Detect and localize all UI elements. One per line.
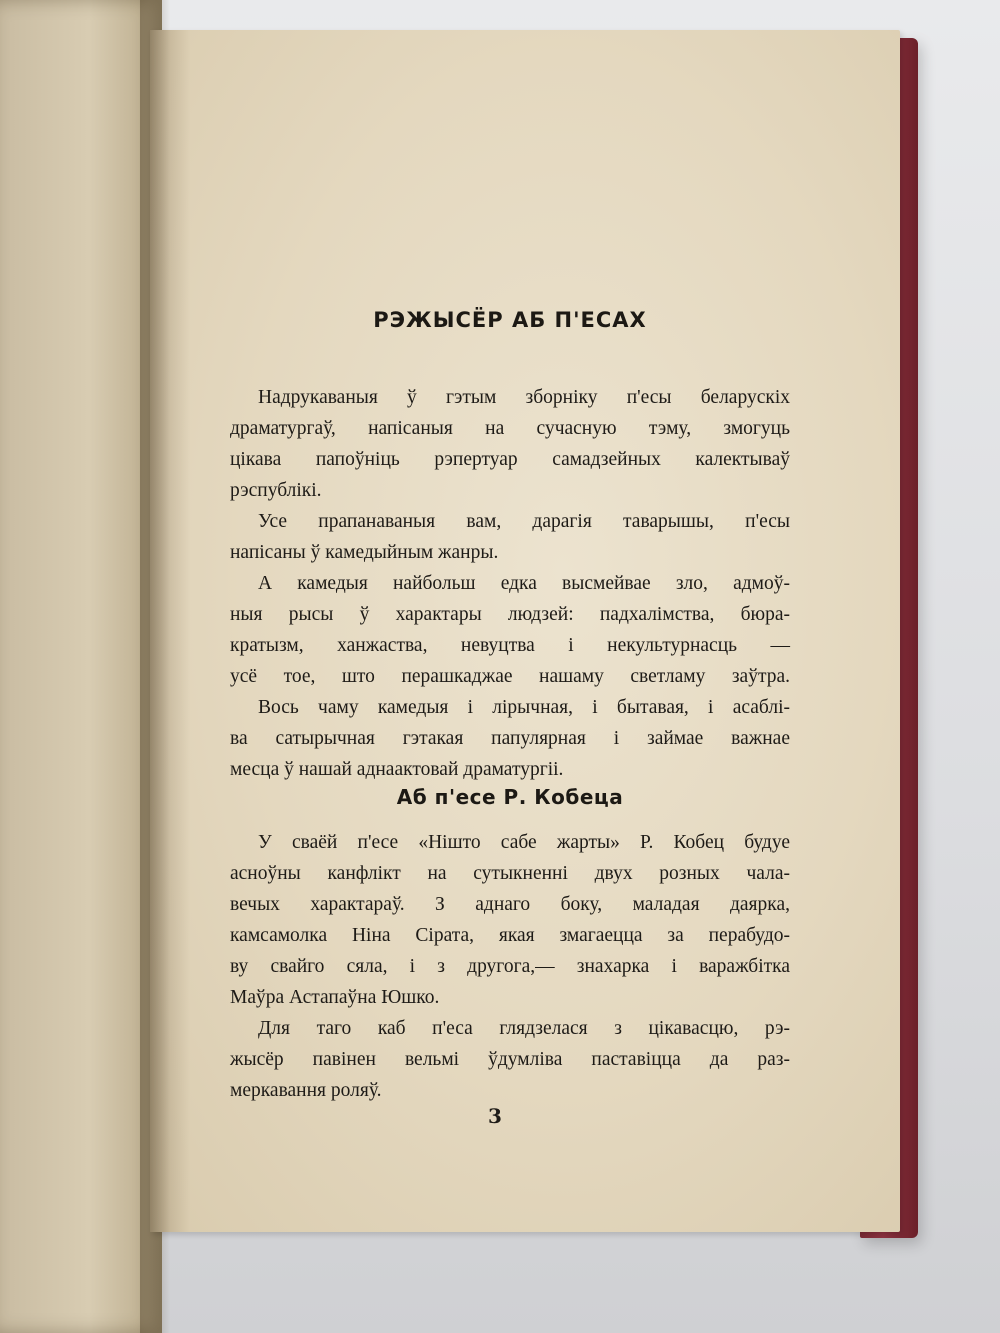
paragraph bbox=[230, 1013, 790, 1106]
text-line: Надрукаваныя ў гэтым зборніку п'есы беларускіх bbox=[258, 387, 790, 408]
left-page bbox=[0, 0, 162, 1333]
text-line: Усе прапанаваныя вам, дарагія таварышы, п'есы bbox=[258, 511, 790, 532]
page-number: 3 bbox=[488, 1104, 502, 1128]
book-spine-shadow bbox=[140, 0, 170, 1333]
text-line: драматургаў, напісаныя на сучасную тэму, змогуць bbox=[230, 418, 790, 439]
text-line: А камедыя найбольш едка высмейвае зло, адмоў- bbox=[258, 573, 790, 594]
section-subtitle: Аб п'есе Р. Кобеца bbox=[396, 785, 624, 809]
text-line: асноўны канфлікт на сутыкненні двух розных чала- bbox=[230, 863, 790, 884]
text-line: усё тое, што перашкаджае нашаму светламу заўтра. bbox=[230, 666, 790, 687]
text-line: кратызм, ханжаства, невуцтва і некультурнасць — bbox=[230, 635, 790, 656]
text-line: меркавання роляў. bbox=[230, 1080, 382, 1101]
text-line: ву свайго сяла, і з другога,— знахарка і варажбітка bbox=[230, 956, 790, 977]
paragraph bbox=[230, 506, 790, 568]
text-line: вечых характараў. З аднаго боку, маладая даярка, bbox=[230, 894, 790, 915]
text-line: камсамолка Ніна Сірата, якая змагаецца за перабудо- bbox=[230, 925, 790, 946]
text-line: ва сатырычная гэтакая папулярная і займае важнае bbox=[230, 728, 790, 749]
text-line: цікава папоўніць рэпертуар самадзейных калектываў bbox=[230, 449, 790, 470]
text-line: У сваёй п'есе «Нішто сабе жарты» Р. Кобец будуе bbox=[258, 832, 790, 853]
text-line: ныя рысы ў характары людзей: падхалімства, бюра- bbox=[230, 604, 790, 625]
page-title: РЭЖЫСЁР АБ П'ЕСАХ bbox=[373, 308, 647, 332]
text-line: рэспублікі. bbox=[230, 480, 322, 501]
intro-text bbox=[230, 382, 790, 785]
paragraph bbox=[230, 382, 790, 506]
text-line: Маўра Астапаўна Юшко. bbox=[230, 987, 440, 1008]
paragraph bbox=[230, 692, 790, 785]
text-line: Вось чаму камедыя і лірычная, і бытавая, і асаблі- bbox=[258, 697, 790, 718]
kobets-text bbox=[230, 827, 790, 1106]
text-line: месца ў нашай аднаактовай драматургіі. bbox=[230, 759, 564, 780]
paragraph bbox=[230, 568, 790, 692]
paragraph bbox=[230, 827, 790, 1013]
text-line: жысёр павінен вельмі ўдумліва паставіцца да раз- bbox=[230, 1049, 790, 1070]
text-line: напісаны ў камедыйным жанры. bbox=[230, 542, 499, 563]
text-line: Для таго каб п'еса глядзелася з цікавасцю, рэ- bbox=[258, 1018, 790, 1039]
